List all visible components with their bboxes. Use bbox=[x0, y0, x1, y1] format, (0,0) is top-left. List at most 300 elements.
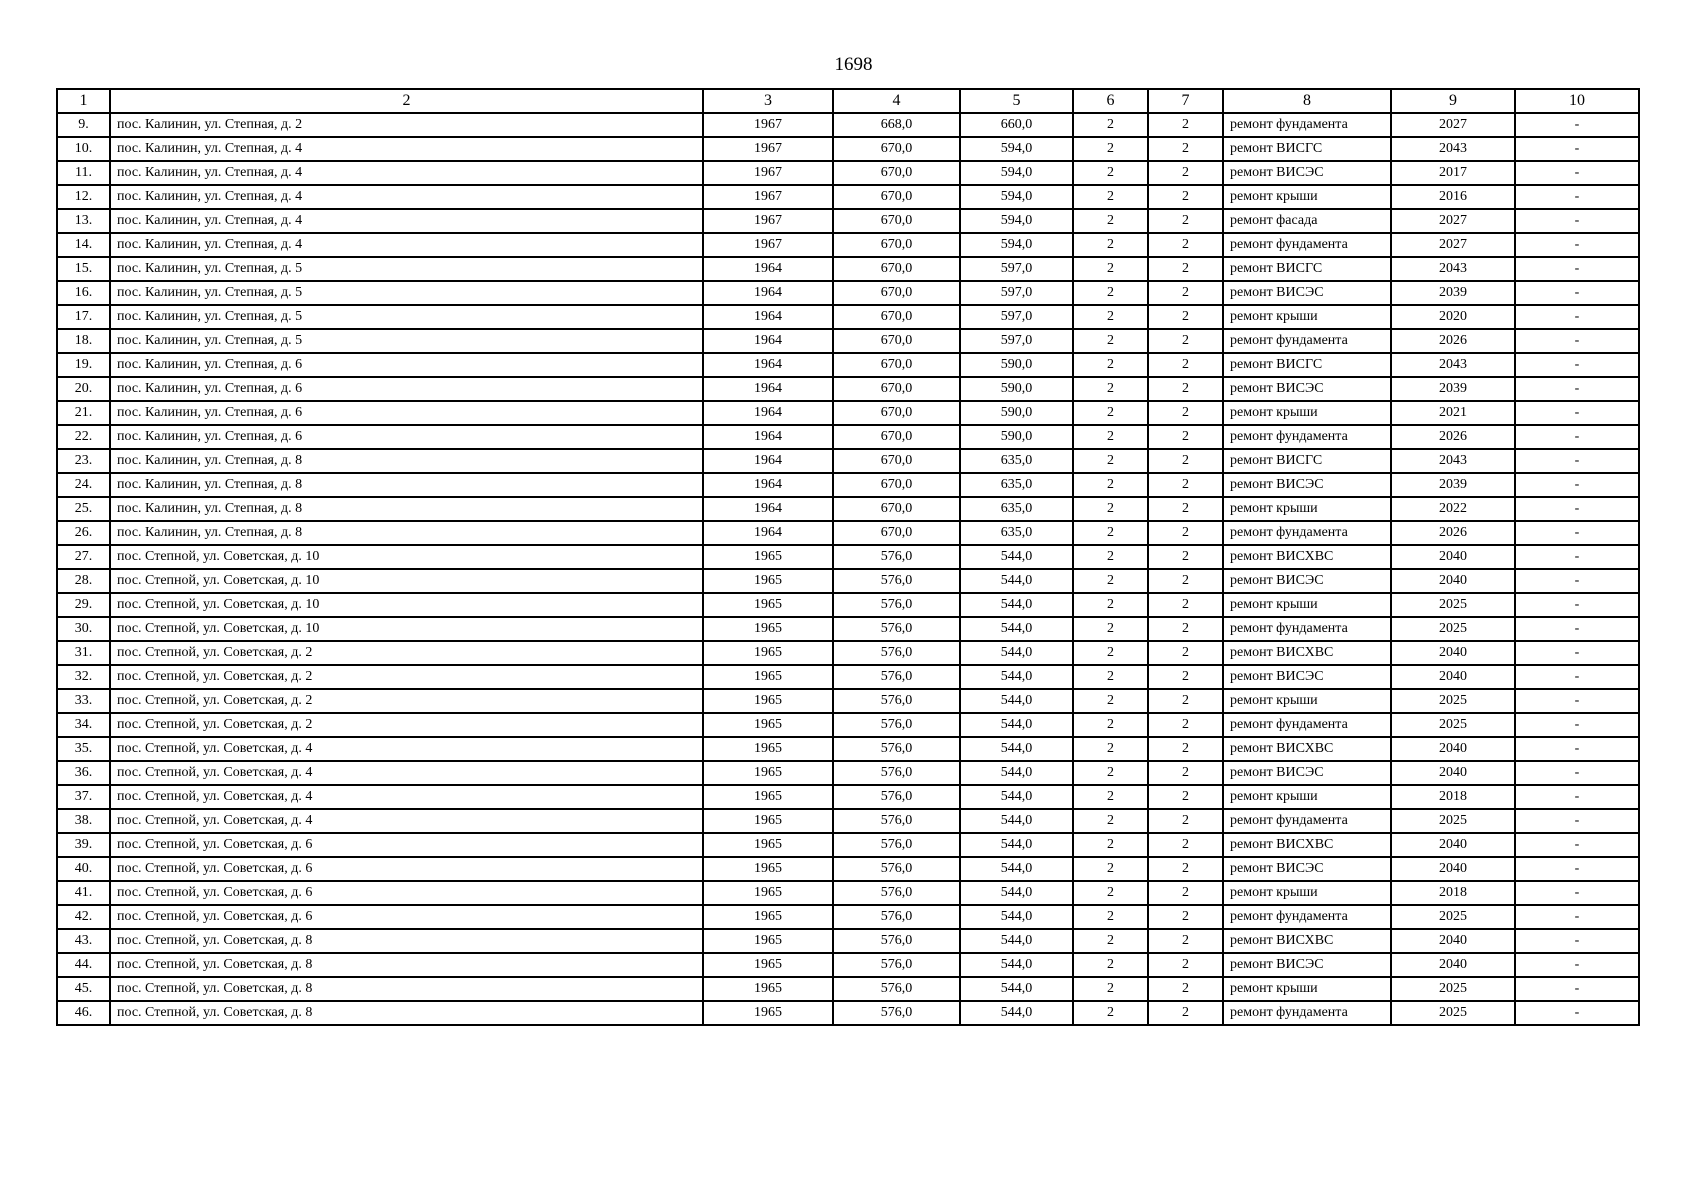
repair-schedule-table bbox=[56, 88, 1640, 1026]
entrances-cell: 2 bbox=[1148, 713, 1223, 737]
total-area-cell: 576,0 bbox=[833, 641, 960, 665]
address-cell: пос. Степной, ул. Советская, д. 4 bbox=[110, 785, 703, 809]
work-type-cell: ремонт ВИСГС bbox=[1223, 353, 1391, 377]
planned-year-cell: 2039 bbox=[1391, 281, 1515, 305]
header-row bbox=[57, 89, 1639, 113]
address-cell: пос. Калинин, ул. Степная, д. 4 bbox=[110, 137, 703, 161]
total-area-cell: 576,0 bbox=[833, 833, 960, 857]
entrances-cell: 2 bbox=[1148, 473, 1223, 497]
note-cell: - bbox=[1515, 641, 1639, 665]
floors-cell: 2 bbox=[1073, 929, 1148, 953]
row-number-cell: 46. bbox=[57, 1001, 110, 1025]
planned-year-cell: 2025 bbox=[1391, 593, 1515, 617]
note-cell: - bbox=[1515, 785, 1639, 809]
floors-cell: 2 bbox=[1073, 545, 1148, 569]
note-cell: - bbox=[1515, 977, 1639, 1001]
floors-cell: 2 bbox=[1073, 617, 1148, 641]
total-area-cell: 576,0 bbox=[833, 905, 960, 929]
living-area-cell: 635,0 bbox=[960, 521, 1073, 545]
column-header: 4 bbox=[833, 89, 960, 113]
entrances-cell: 2 bbox=[1148, 833, 1223, 857]
note-cell: - bbox=[1515, 545, 1639, 569]
table-row bbox=[57, 377, 1639, 401]
planned-year-cell: 2025 bbox=[1391, 713, 1515, 737]
note-cell: - bbox=[1515, 377, 1639, 401]
note-cell: - bbox=[1515, 953, 1639, 977]
floors-cell: 2 bbox=[1073, 881, 1148, 905]
address-cell: пос. Калинин, ул. Степная, д. 4 bbox=[110, 209, 703, 233]
year-built-cell: 1965 bbox=[703, 545, 833, 569]
row-number-cell: 31. bbox=[57, 641, 110, 665]
living-area-cell: 590,0 bbox=[960, 425, 1073, 449]
entrances-cell: 2 bbox=[1148, 185, 1223, 209]
address-cell: пос. Калинин, ул. Степная, д. 6 bbox=[110, 377, 703, 401]
planned-year-cell: 2040 bbox=[1391, 641, 1515, 665]
address-cell: пос. Степной, ул. Советская, д. 6 bbox=[110, 833, 703, 857]
entrances-cell: 2 bbox=[1148, 449, 1223, 473]
note-cell: - bbox=[1515, 137, 1639, 161]
table-row bbox=[57, 713, 1639, 737]
living-area-cell: 544,0 bbox=[960, 665, 1073, 689]
planned-year-cell: 2027 bbox=[1391, 113, 1515, 137]
total-area-cell: 670,0 bbox=[833, 401, 960, 425]
living-area-cell: 544,0 bbox=[960, 833, 1073, 857]
total-area-cell: 576,0 bbox=[833, 737, 960, 761]
planned-year-cell: 2043 bbox=[1391, 257, 1515, 281]
year-built-cell: 1965 bbox=[703, 617, 833, 641]
address-cell: пос. Степной, ул. Советская, д. 4 bbox=[110, 737, 703, 761]
living-area-cell: 544,0 bbox=[960, 689, 1073, 713]
work-type-cell: ремонт крыши bbox=[1223, 785, 1391, 809]
row-number-cell: 25. bbox=[57, 497, 110, 521]
year-built-cell: 1967 bbox=[703, 233, 833, 257]
floors-cell: 2 bbox=[1073, 833, 1148, 857]
floors-cell: 2 bbox=[1073, 137, 1148, 161]
year-built-cell: 1964 bbox=[703, 425, 833, 449]
work-type-cell: ремонт ВИСХВС bbox=[1223, 545, 1391, 569]
planned-year-cell: 2025 bbox=[1391, 689, 1515, 713]
floors-cell: 2 bbox=[1073, 953, 1148, 977]
table-row bbox=[57, 905, 1639, 929]
floors-cell: 2 bbox=[1073, 737, 1148, 761]
living-area-cell: 544,0 bbox=[960, 953, 1073, 977]
note-cell: - bbox=[1515, 497, 1639, 521]
year-built-cell: 1964 bbox=[703, 257, 833, 281]
living-area-cell: 635,0 bbox=[960, 449, 1073, 473]
planned-year-cell: 2040 bbox=[1391, 953, 1515, 977]
living-area-cell: 594,0 bbox=[960, 209, 1073, 233]
living-area-cell: 544,0 bbox=[960, 1001, 1073, 1025]
total-area-cell: 576,0 bbox=[833, 689, 960, 713]
year-built-cell: 1965 bbox=[703, 737, 833, 761]
floors-cell: 2 bbox=[1073, 353, 1148, 377]
address-cell: пос. Калинин, ул. Степная, д. 8 bbox=[110, 497, 703, 521]
row-number-cell: 41. bbox=[57, 881, 110, 905]
planned-year-cell: 2027 bbox=[1391, 209, 1515, 233]
row-number-cell: 19. bbox=[57, 353, 110, 377]
row-number-cell: 13. bbox=[57, 209, 110, 233]
year-built-cell: 1965 bbox=[703, 905, 833, 929]
note-cell: - bbox=[1515, 425, 1639, 449]
total-area-cell: 670,0 bbox=[833, 377, 960, 401]
planned-year-cell: 2018 bbox=[1391, 881, 1515, 905]
table-row bbox=[57, 593, 1639, 617]
address-cell: пос. Калинин, ул. Степная, д. 5 bbox=[110, 281, 703, 305]
living-area-cell: 544,0 bbox=[960, 785, 1073, 809]
total-area-cell: 576,0 bbox=[833, 857, 960, 881]
planned-year-cell: 2040 bbox=[1391, 665, 1515, 689]
entrances-cell: 2 bbox=[1148, 1001, 1223, 1025]
work-type-cell: ремонт крыши bbox=[1223, 497, 1391, 521]
address-cell: пос. Калинин, ул. Степная, д. 8 bbox=[110, 473, 703, 497]
year-built-cell: 1964 bbox=[703, 329, 833, 353]
work-type-cell: ремонт ВИСГС bbox=[1223, 137, 1391, 161]
address-cell: пос. Степной, ул. Советская, д. 10 bbox=[110, 569, 703, 593]
planned-year-cell: 2043 bbox=[1391, 449, 1515, 473]
entrances-cell: 2 bbox=[1148, 497, 1223, 521]
entrances-cell: 2 bbox=[1148, 401, 1223, 425]
floors-cell: 2 bbox=[1073, 329, 1148, 353]
column-header: 1 bbox=[57, 89, 110, 113]
address-cell: пос. Степной, ул. Советская, д. 10 bbox=[110, 593, 703, 617]
planned-year-cell: 2026 bbox=[1391, 521, 1515, 545]
entrances-cell: 2 bbox=[1148, 545, 1223, 569]
note-cell: - bbox=[1515, 809, 1639, 833]
work-type-cell: ремонт ВИСГС bbox=[1223, 449, 1391, 473]
planned-year-cell: 2026 bbox=[1391, 329, 1515, 353]
table-row bbox=[57, 617, 1639, 641]
planned-year-cell: 2025 bbox=[1391, 905, 1515, 929]
row-number-cell: 38. bbox=[57, 809, 110, 833]
total-area-cell: 576,0 bbox=[833, 809, 960, 833]
planned-year-cell: 2039 bbox=[1391, 473, 1515, 497]
year-built-cell: 1964 bbox=[703, 305, 833, 329]
total-area-cell: 670,0 bbox=[833, 257, 960, 281]
year-built-cell: 1967 bbox=[703, 137, 833, 161]
work-type-cell: ремонт крыши bbox=[1223, 593, 1391, 617]
table-row bbox=[57, 137, 1639, 161]
year-built-cell: 1964 bbox=[703, 353, 833, 377]
total-area-cell: 670,0 bbox=[833, 473, 960, 497]
planned-year-cell: 2040 bbox=[1391, 929, 1515, 953]
planned-year-cell: 2040 bbox=[1391, 833, 1515, 857]
total-area-cell: 670,0 bbox=[833, 233, 960, 257]
note-cell: - bbox=[1515, 401, 1639, 425]
entrances-cell: 2 bbox=[1148, 521, 1223, 545]
row-number-cell: 30. bbox=[57, 617, 110, 641]
row-number-cell: 27. bbox=[57, 545, 110, 569]
total-area-cell: 576,0 bbox=[833, 665, 960, 689]
entrances-cell: 2 bbox=[1148, 329, 1223, 353]
work-type-cell: ремонт ВИСЭС bbox=[1223, 953, 1391, 977]
table-row bbox=[57, 449, 1639, 473]
address-cell: пос. Калинин, ул. Степная, д. 8 bbox=[110, 449, 703, 473]
row-number-cell: 33. bbox=[57, 689, 110, 713]
address-cell: пос. Степной, ул. Советская, д. 8 bbox=[110, 929, 703, 953]
year-built-cell: 1965 bbox=[703, 713, 833, 737]
work-type-cell: ремонт ВИСЭС bbox=[1223, 473, 1391, 497]
row-number-cell: 32. bbox=[57, 665, 110, 689]
total-area-cell: 670,0 bbox=[833, 305, 960, 329]
total-area-cell: 670,0 bbox=[833, 185, 960, 209]
work-type-cell: ремонт ВИСЭС bbox=[1223, 377, 1391, 401]
table-row bbox=[57, 569, 1639, 593]
work-type-cell: ремонт ВИСХВС bbox=[1223, 641, 1391, 665]
table-row bbox=[57, 209, 1639, 233]
work-type-cell: ремонт фундамента bbox=[1223, 617, 1391, 641]
living-area-cell: 544,0 bbox=[960, 713, 1073, 737]
column-header: 7 bbox=[1148, 89, 1223, 113]
living-area-cell: 635,0 bbox=[960, 497, 1073, 521]
year-built-cell: 1965 bbox=[703, 809, 833, 833]
year-built-cell: 1964 bbox=[703, 377, 833, 401]
living-area-cell: 594,0 bbox=[960, 161, 1073, 185]
table-row bbox=[57, 953, 1639, 977]
floors-cell: 2 bbox=[1073, 569, 1148, 593]
planned-year-cell: 2025 bbox=[1391, 1001, 1515, 1025]
total-area-cell: 576,0 bbox=[833, 761, 960, 785]
work-type-cell: ремонт ВИСЭС bbox=[1223, 161, 1391, 185]
floors-cell: 2 bbox=[1073, 449, 1148, 473]
address-cell: пос. Степной, ул. Советская, д. 6 bbox=[110, 905, 703, 929]
work-type-cell: ремонт крыши bbox=[1223, 689, 1391, 713]
address-cell: пос. Степной, ул. Советская, д. 2 bbox=[110, 665, 703, 689]
planned-year-cell: 2040 bbox=[1391, 545, 1515, 569]
year-built-cell: 1967 bbox=[703, 161, 833, 185]
living-area-cell: 594,0 bbox=[960, 137, 1073, 161]
work-type-cell: ремонт крыши bbox=[1223, 305, 1391, 329]
floors-cell: 2 bbox=[1073, 713, 1148, 737]
work-type-cell: ремонт фундамента bbox=[1223, 425, 1391, 449]
work-type-cell: ремонт ВИСХВС bbox=[1223, 737, 1391, 761]
entrances-cell: 2 bbox=[1148, 665, 1223, 689]
total-area-cell: 670,0 bbox=[833, 281, 960, 305]
planned-year-cell: 2040 bbox=[1391, 569, 1515, 593]
work-type-cell: ремонт крыши bbox=[1223, 401, 1391, 425]
table-row bbox=[57, 545, 1639, 569]
floors-cell: 2 bbox=[1073, 905, 1148, 929]
table-row bbox=[57, 281, 1639, 305]
living-area-cell: 544,0 bbox=[960, 881, 1073, 905]
year-built-cell: 1967 bbox=[703, 185, 833, 209]
column-header: 6 bbox=[1073, 89, 1148, 113]
entrances-cell: 2 bbox=[1148, 881, 1223, 905]
table-row bbox=[57, 305, 1639, 329]
address-cell: пос. Степной, ул. Советская, д. 2 bbox=[110, 641, 703, 665]
floors-cell: 2 bbox=[1073, 689, 1148, 713]
living-area-cell: 660,0 bbox=[960, 113, 1073, 137]
year-built-cell: 1965 bbox=[703, 833, 833, 857]
address-cell: пос. Степной, ул. Советская, д. 6 bbox=[110, 881, 703, 905]
column-header: 2 bbox=[110, 89, 703, 113]
note-cell: - bbox=[1515, 161, 1639, 185]
planned-year-cell: 2020 bbox=[1391, 305, 1515, 329]
living-area-cell: 544,0 bbox=[960, 857, 1073, 881]
year-built-cell: 1965 bbox=[703, 785, 833, 809]
row-number-cell: 45. bbox=[57, 977, 110, 1001]
row-number-cell: 24. bbox=[57, 473, 110, 497]
living-area-cell: 597,0 bbox=[960, 329, 1073, 353]
entrances-cell: 2 bbox=[1148, 929, 1223, 953]
year-built-cell: 1964 bbox=[703, 401, 833, 425]
floors-cell: 2 bbox=[1073, 281, 1148, 305]
total-area-cell: 576,0 bbox=[833, 569, 960, 593]
year-built-cell: 1965 bbox=[703, 881, 833, 905]
year-built-cell: 1965 bbox=[703, 857, 833, 881]
row-number-cell: 37. bbox=[57, 785, 110, 809]
note-cell: - bbox=[1515, 569, 1639, 593]
row-number-cell: 10. bbox=[57, 137, 110, 161]
planned-year-cell: 2016 bbox=[1391, 185, 1515, 209]
work-type-cell: ремонт фундамента bbox=[1223, 905, 1391, 929]
entrances-cell: 2 bbox=[1148, 569, 1223, 593]
row-number-cell: 11. bbox=[57, 161, 110, 185]
table-row bbox=[57, 809, 1639, 833]
table-row bbox=[57, 737, 1639, 761]
address-cell: пос. Калинин, ул. Степная, д. 6 bbox=[110, 401, 703, 425]
table-row bbox=[57, 689, 1639, 713]
total-area-cell: 670,0 bbox=[833, 353, 960, 377]
note-cell: - bbox=[1515, 857, 1639, 881]
address-cell: пос. Степной, ул. Советская, д. 10 bbox=[110, 617, 703, 641]
planned-year-cell: 2039 bbox=[1391, 377, 1515, 401]
floors-cell: 2 bbox=[1073, 377, 1148, 401]
entrances-cell: 2 bbox=[1148, 425, 1223, 449]
total-area-cell: 576,0 bbox=[833, 953, 960, 977]
floors-cell: 2 bbox=[1073, 641, 1148, 665]
row-number-cell: 40. bbox=[57, 857, 110, 881]
work-type-cell: ремонт ВИСХВС bbox=[1223, 929, 1391, 953]
floors-cell: 2 bbox=[1073, 233, 1148, 257]
total-area-cell: 576,0 bbox=[833, 881, 960, 905]
table-row bbox=[57, 929, 1639, 953]
note-cell: - bbox=[1515, 617, 1639, 641]
entrances-cell: 2 bbox=[1148, 617, 1223, 641]
row-number-cell: 36. bbox=[57, 761, 110, 785]
living-area-cell: 544,0 bbox=[960, 977, 1073, 1001]
note-cell: - bbox=[1515, 353, 1639, 377]
note-cell: - bbox=[1515, 665, 1639, 689]
entrances-cell: 2 bbox=[1148, 593, 1223, 617]
note-cell: - bbox=[1515, 737, 1639, 761]
work-type-cell: ремонт ВИСХВС bbox=[1223, 833, 1391, 857]
table-row bbox=[57, 353, 1639, 377]
note-cell: - bbox=[1515, 929, 1639, 953]
table-row bbox=[57, 185, 1639, 209]
row-number-cell: 16. bbox=[57, 281, 110, 305]
floors-cell: 2 bbox=[1073, 977, 1148, 1001]
entrances-cell: 2 bbox=[1148, 761, 1223, 785]
planned-year-cell: 2017 bbox=[1391, 161, 1515, 185]
total-area-cell: 670,0 bbox=[833, 329, 960, 353]
living-area-cell: 594,0 bbox=[960, 233, 1073, 257]
total-area-cell: 576,0 bbox=[833, 785, 960, 809]
total-area-cell: 576,0 bbox=[833, 593, 960, 617]
note-cell: - bbox=[1515, 833, 1639, 857]
entrances-cell: 2 bbox=[1148, 377, 1223, 401]
table-row bbox=[57, 401, 1639, 425]
total-area-cell: 668,0 bbox=[833, 113, 960, 137]
work-type-cell: ремонт ВИСЭС bbox=[1223, 665, 1391, 689]
address-cell: пос. Калинин, ул. Степная, д. 6 bbox=[110, 353, 703, 377]
entrances-cell: 2 bbox=[1148, 137, 1223, 161]
row-number-cell: 23. bbox=[57, 449, 110, 473]
year-built-cell: 1965 bbox=[703, 665, 833, 689]
planned-year-cell: 2025 bbox=[1391, 809, 1515, 833]
table-row bbox=[57, 1001, 1639, 1025]
work-type-cell: ремонт ВИСЭС bbox=[1223, 281, 1391, 305]
address-cell: пос. Калинин, ул. Степная, д. 6 bbox=[110, 425, 703, 449]
note-cell: - bbox=[1515, 209, 1639, 233]
work-type-cell: ремонт фундамента bbox=[1223, 329, 1391, 353]
table-body bbox=[57, 113, 1639, 1025]
total-area-cell: 576,0 bbox=[833, 977, 960, 1001]
entrances-cell: 2 bbox=[1148, 353, 1223, 377]
work-type-cell: ремонт фундамента bbox=[1223, 113, 1391, 137]
floors-cell: 2 bbox=[1073, 113, 1148, 137]
planned-year-cell: 2022 bbox=[1391, 497, 1515, 521]
work-type-cell: ремонт крыши bbox=[1223, 881, 1391, 905]
note-cell: - bbox=[1515, 233, 1639, 257]
note-cell: - bbox=[1515, 713, 1639, 737]
table-row bbox=[57, 785, 1639, 809]
table-row bbox=[57, 881, 1639, 905]
note-cell: - bbox=[1515, 473, 1639, 497]
total-area-cell: 670,0 bbox=[833, 209, 960, 233]
entrances-cell: 2 bbox=[1148, 641, 1223, 665]
address-cell: пос. Степной, ул. Советская, д. 2 bbox=[110, 689, 703, 713]
planned-year-cell: 2040 bbox=[1391, 857, 1515, 881]
row-number-cell: 44. bbox=[57, 953, 110, 977]
living-area-cell: 544,0 bbox=[960, 737, 1073, 761]
row-number-cell: 9. bbox=[57, 113, 110, 137]
table-row bbox=[57, 665, 1639, 689]
floors-cell: 2 bbox=[1073, 785, 1148, 809]
table-row bbox=[57, 257, 1639, 281]
living-area-cell: 544,0 bbox=[960, 641, 1073, 665]
living-area-cell: 594,0 bbox=[960, 185, 1073, 209]
row-number-cell: 20. bbox=[57, 377, 110, 401]
row-number-cell: 35. bbox=[57, 737, 110, 761]
planned-year-cell: 2021 bbox=[1391, 401, 1515, 425]
year-built-cell: 1967 bbox=[703, 113, 833, 137]
year-built-cell: 1964 bbox=[703, 281, 833, 305]
floors-cell: 2 bbox=[1073, 209, 1148, 233]
floors-cell: 2 bbox=[1073, 305, 1148, 329]
floors-cell: 2 bbox=[1073, 593, 1148, 617]
planned-year-cell: 2018 bbox=[1391, 785, 1515, 809]
note-cell: - bbox=[1515, 689, 1639, 713]
work-type-cell: ремонт ВИСЭС bbox=[1223, 857, 1391, 881]
living-area-cell: 597,0 bbox=[960, 281, 1073, 305]
column-header: 9 bbox=[1391, 89, 1515, 113]
page-number: 1698 bbox=[834, 54, 873, 75]
floors-cell: 2 bbox=[1073, 401, 1148, 425]
note-cell: - bbox=[1515, 761, 1639, 785]
living-area-cell: 597,0 bbox=[960, 257, 1073, 281]
total-area-cell: 670,0 bbox=[833, 425, 960, 449]
living-area-cell: 590,0 bbox=[960, 377, 1073, 401]
table-row bbox=[57, 161, 1639, 185]
total-area-cell: 670,0 bbox=[833, 449, 960, 473]
note-cell: - bbox=[1515, 257, 1639, 281]
note-cell: - bbox=[1515, 329, 1639, 353]
address-cell: пос. Степной, ул. Советская, д. 8 bbox=[110, 953, 703, 977]
year-built-cell: 1965 bbox=[703, 569, 833, 593]
year-built-cell: 1964 bbox=[703, 449, 833, 473]
address-cell: пос. Степной, ул. Советская, д. 6 bbox=[110, 857, 703, 881]
living-area-cell: 544,0 bbox=[960, 905, 1073, 929]
